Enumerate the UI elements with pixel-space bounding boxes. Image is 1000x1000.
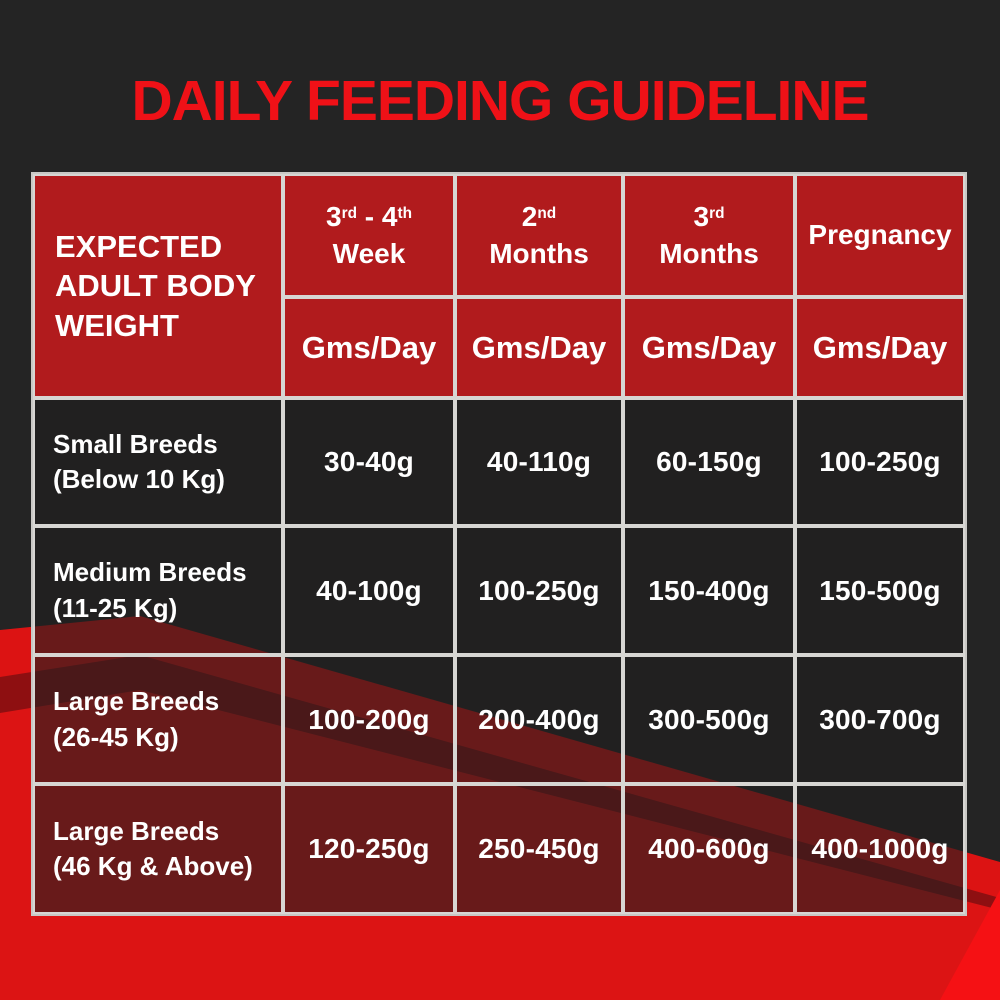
row-label-cell	[33, 784, 283, 914]
value-cell: 120-250g	[283, 784, 455, 914]
period-label: 2nd Months	[489, 201, 589, 269]
unit-cell: Gms/Day	[283, 297, 455, 398]
value-cell: 150-400g	[623, 526, 795, 655]
value-cell: 300-500g	[623, 655, 795, 784]
value-cell: 40-110g	[455, 398, 623, 526]
unit-cell: Gms/Day	[795, 297, 965, 398]
row-label-cell	[33, 398, 283, 526]
page-title: DAILY FEEDING GUIDELINE	[131, 69, 869, 133]
row-label: Small Breeds (Below 10 Kg)	[53, 428, 225, 494]
feeding-guideline-table	[31, 172, 967, 916]
value-cell: 60-150g	[623, 398, 795, 526]
value-cell: 400-1000g	[795, 784, 965, 914]
period-label: 3rd Months	[659, 201, 759, 269]
period-header-cell	[623, 174, 795, 297]
value-cell: 200-400g	[455, 655, 623, 784]
value-cell: 30-40g	[283, 398, 455, 526]
unit-cell: Gms/Day	[455, 297, 623, 398]
row-label: Large Breeds (46 Kg & Above)	[53, 815, 253, 881]
row-label-cell	[33, 526, 283, 655]
row-label: Large Breeds (26-45 Kg)	[53, 686, 220, 752]
row-label: Medium Breeds (11-25 Kg)	[53, 557, 247, 623]
value-cell: 150-500g	[795, 526, 965, 655]
value-cell: 250-450g	[455, 784, 623, 914]
value-cell: 100-200g	[283, 655, 455, 784]
value-cell: 40-100g	[283, 526, 455, 655]
period-label: Pregnancy	[808, 219, 952, 251]
unit-cell: Gms/Day	[623, 297, 795, 398]
value-cell: 400-600g	[623, 784, 795, 914]
value-cell: 300-700g	[795, 655, 965, 784]
row-label-cell	[33, 655, 283, 784]
period-header-cell	[283, 174, 455, 297]
period-header-cell	[455, 174, 623, 297]
period-header-cell	[795, 174, 965, 297]
value-cell: 100-250g	[455, 526, 623, 655]
period-label: 3rd - 4th Week	[326, 201, 412, 269]
value-cell: 100-250g	[795, 398, 965, 526]
corner-header-cell: EXPECTED ADULT BODY WEIGHT	[33, 174, 283, 398]
